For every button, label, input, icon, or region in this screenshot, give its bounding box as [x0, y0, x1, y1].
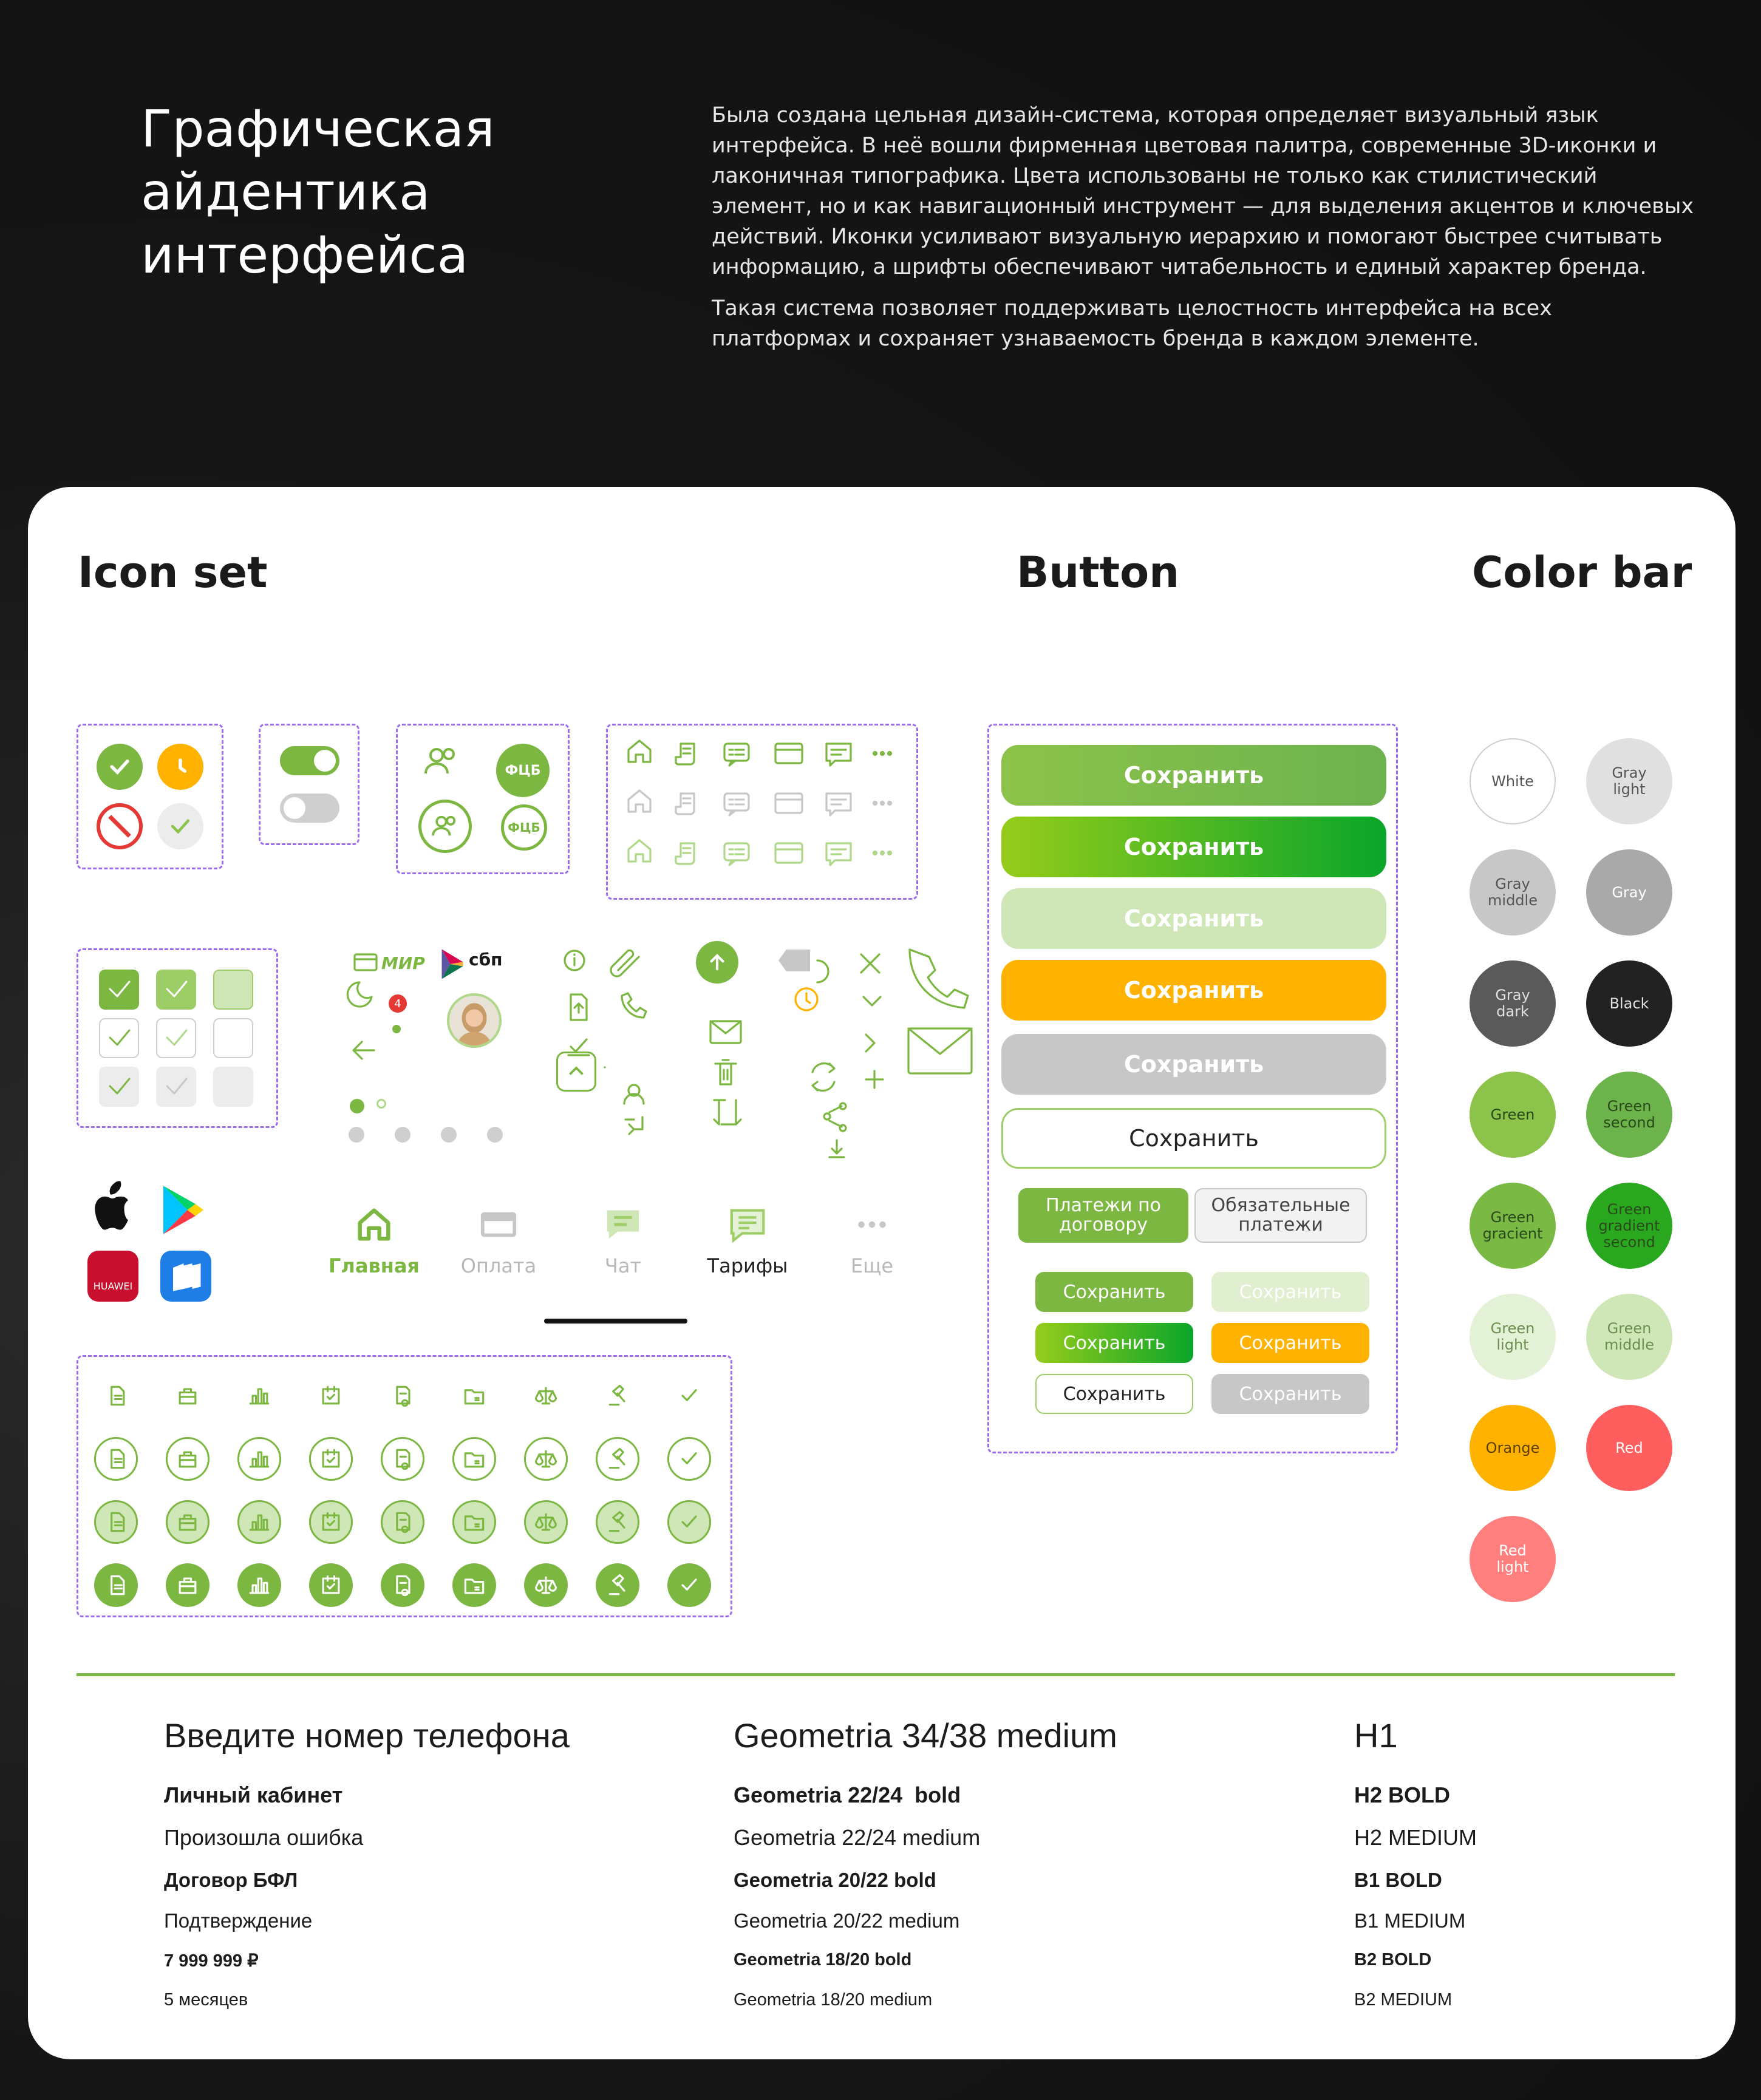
type-specimen: Личный кабинет — [164, 1782, 343, 1807]
type-specimen: 7 999 999 ₽ — [164, 1951, 259, 1971]
check-icon — [667, 1374, 711, 1418]
chart-icon — [237, 1500, 281, 1544]
tab-label: Оплата — [460, 1254, 537, 1277]
briefcase-icon — [166, 1374, 209, 1418]
checkbox-group — [77, 948, 278, 1128]
check-icon — [667, 1500, 711, 1544]
gavel-icon — [596, 1437, 639, 1481]
check-icon — [667, 1437, 711, 1481]
design-system-card — [28, 487, 1735, 2059]
calendar-check-icon — [309, 1374, 353, 1418]
color-swatch: Gray middle — [1470, 849, 1556, 936]
nav-icons-group — [606, 724, 918, 900]
toggle-knob — [314, 750, 336, 772]
type-specimen: 5 месяцев — [164, 1990, 248, 2010]
segment-mandatory-payments[interactable]: Обязательные платежи — [1194, 1188, 1367, 1243]
type-specimen: Произошла ошибка — [164, 1825, 364, 1850]
small-save-button-orange[interactable]: Сохранить — [1211, 1323, 1369, 1363]
hero-paragraph-2: Такая система позволяет поддерживать целостность интерфейса на всех платформах и сохраняет узнаваемость бренда в каждом элементе. — [712, 296, 1552, 351]
rustore-icon[interactable] — [160, 1251, 211, 1302]
scales-icon — [524, 1563, 568, 1607]
type-specimen: H1 — [1354, 1716, 1398, 1755]
color-swatches — [1470, 738, 1676, 1575]
color-swatch: Green gradient second — [1586, 1183, 1672, 1269]
segment-contract-payments[interactable]: Платежи по договору — [1018, 1188, 1188, 1243]
notification-count-badge: 4 — [389, 994, 407, 1013]
checkmarks — [78, 950, 280, 1130]
more-icon — [851, 1203, 893, 1246]
user-badges-group — [396, 724, 570, 874]
type-specimen: B1 BOLD — [1354, 1869, 1442, 1891]
small-save-button-outline[interactable]: Сохранить — [1035, 1374, 1193, 1414]
fcb-badge-filled: ФЦБ — [496, 744, 550, 797]
icon-set-title: Icon set — [78, 548, 268, 597]
type-specimen: Geometria 20/22 medium — [734, 1909, 960, 1932]
type-specimen: Geometria 18/20 bold — [734, 1950, 912, 1969]
calendar-check-icon — [309, 1563, 353, 1607]
color-swatch: Green light — [1470, 1294, 1556, 1380]
mir-logo: МИР — [381, 953, 425, 973]
fcb-badge-outline: ФЦБ — [501, 804, 547, 851]
clock-circle-icon — [157, 744, 203, 790]
briefcase-icon — [166, 1500, 209, 1544]
toggle-on[interactable] — [280, 746, 339, 775]
type-specimen: H2 MEDIUM — [1354, 1825, 1477, 1850]
home-indicator — [544, 1319, 687, 1324]
status-icons-group — [77, 724, 223, 869]
color-swatch: Green middle — [1586, 1294, 1672, 1380]
document-clock-icon — [381, 1374, 424, 1418]
document-icon — [94, 1437, 138, 1481]
check-disabled-icon — [157, 803, 203, 849]
pager-dot[interactable] — [376, 1099, 386, 1109]
toggle-knob — [284, 797, 305, 819]
hero-title-line: айдентика — [141, 162, 431, 222]
color-swatch: White — [1470, 738, 1556, 824]
tab-payment[interactable] — [444, 1203, 553, 1277]
color-swatch: Green gracient — [1470, 1183, 1556, 1269]
misc-icons — [325, 936, 981, 1191]
carousel-dot[interactable] — [441, 1127, 457, 1143]
tab-more[interactable] — [817, 1203, 927, 1277]
buttons-group — [987, 724, 1398, 1453]
tab-label: Главная — [329, 1254, 420, 1277]
forbidden-icon — [97, 803, 143, 849]
card-icon — [477, 1203, 520, 1246]
document-icons-group — [77, 1355, 732, 1617]
sbp-label: сбп — [469, 950, 503, 970]
pager-dot-active[interactable] — [350, 1099, 364, 1113]
tab-chat[interactable] — [568, 1203, 678, 1277]
small-save-button-gray[interactable]: Сохранить — [1211, 1374, 1369, 1414]
users-icon — [423, 746, 460, 776]
carousel-dot[interactable] — [349, 1127, 364, 1143]
home-icon — [353, 1203, 395, 1246]
color-swatch: Orange — [1470, 1405, 1556, 1491]
document-clock-icon — [381, 1437, 424, 1481]
type-specimen: Geometria 22/24 bold — [734, 1782, 961, 1807]
type-specimen: Подтверждение — [164, 1909, 313, 1932]
color-swatch: Gray dark — [1470, 960, 1556, 1047]
tab-home[interactable] — [319, 1203, 429, 1277]
save-button-primary[interactable]: Сохранить — [1001, 745, 1386, 806]
type-specimen: Договор БФЛ — [164, 1869, 298, 1891]
type-specimen: B2 BOLD — [1354, 1950, 1432, 1969]
save-button-disabled[interactable]: Сохранить — [1001, 888, 1386, 949]
check-circle-icon — [97, 744, 143, 790]
calendar-check-icon — [309, 1437, 353, 1481]
nav-icons-grid — [608, 725, 920, 902]
color-bar-title: Color bar — [1472, 548, 1692, 597]
chart-icon — [237, 1437, 281, 1481]
huawei-appgallery-icon[interactable]: HUAWEI — [87, 1251, 138, 1302]
chart-icon — [237, 1563, 281, 1607]
hero-paragraph-1: Была создана цельная дизайн-система, которая определяет визуальный язык интерфейса. В неё вошли фирменная цветовая палитра, современные 3D-иконки и лаконичная типографика. Цвета использованы не только как стилистический элемент, но и как навигационный инструмент — для выделения акцентов и ключевых действий. Иконки усиливают визуальную иерархию и помогают быстрее считывать информацию, а шрифты обеспечивают читабельность и единый характер бренда. — [712, 103, 1694, 279]
chat-icon — [602, 1203, 644, 1246]
button-section-title: Button — [1017, 548, 1180, 597]
hero-title — [141, 97, 530, 287]
document-icon — [94, 1500, 138, 1544]
type-specimen: H2 BOLD — [1354, 1782, 1451, 1807]
scales-icon — [524, 1374, 568, 1418]
color-swatch: Black — [1586, 960, 1672, 1047]
document-clock-icon — [381, 1500, 424, 1544]
color-swatch: Red light — [1470, 1516, 1556, 1602]
small-save-button-gradient[interactable]: Сохранить — [1035, 1323, 1193, 1363]
type-specimen: Geometria 18/20 medium — [734, 1990, 933, 2010]
color-swatch: Gray — [1586, 849, 1672, 936]
section-divider — [77, 1673, 1675, 1676]
scales-icon — [524, 1437, 568, 1481]
upload-arrow-icon[interactable] — [696, 941, 738, 984]
tariff-icon — [726, 1203, 769, 1246]
document-icons-grid — [94, 1374, 720, 1605]
tab-tariffs[interactable] — [693, 1203, 802, 1277]
toggles-group — [259, 724, 359, 845]
type-specimen: B2 MEDIUM — [1354, 1990, 1453, 2010]
type-specimen: Geometria 34/38 medium — [734, 1716, 1117, 1755]
save-button-gray[interactable]: Сохранить — [1001, 1034, 1386, 1095]
type-specimen: B1 MEDIUM — [1354, 1909, 1466, 1932]
save-button-outline[interactable]: Сохранить — [1001, 1108, 1386, 1169]
folder-number-icon — [452, 1437, 496, 1481]
status-dot — [392, 1025, 401, 1033]
gavel-icon — [596, 1374, 639, 1418]
save-button-orange[interactable]: Сохранить — [1001, 960, 1386, 1021]
type-specimen: Введите номер телефона — [164, 1716, 570, 1755]
document-icon — [94, 1374, 138, 1418]
color-swatch: Green — [1470, 1072, 1556, 1158]
tab-label: Еще — [850, 1254, 894, 1277]
gavel-icon — [596, 1500, 639, 1544]
hero-title-line: интерфейса — [141, 225, 469, 285]
scales-icon — [524, 1500, 568, 1544]
document-icon — [94, 1563, 138, 1607]
tab-label: Чат — [604, 1254, 642, 1277]
briefcase-icon — [166, 1563, 209, 1607]
folder-number-icon — [452, 1563, 496, 1607]
type-specimen: Geometria 20/22 bold — [734, 1869, 936, 1891]
small-save-button-disabled[interactable]: Сохранить — [1211, 1272, 1369, 1312]
folder-number-icon — [452, 1374, 496, 1418]
apple-icon[interactable] — [86, 1179, 135, 1234]
users-circle-icon — [418, 800, 472, 853]
chart-icon — [237, 1374, 281, 1418]
chevron-up-button[interactable] — [556, 1052, 596, 1092]
calendar-check-icon — [309, 1500, 353, 1544]
folder-number-icon — [452, 1500, 496, 1544]
carousel-dot[interactable] — [395, 1127, 410, 1143]
save-button-gradient[interactable]: Сохранить — [1001, 817, 1386, 877]
gavel-icon — [596, 1563, 639, 1607]
check-icon — [667, 1563, 711, 1607]
type-specimen: Geometria 22/24 medium — [734, 1825, 981, 1850]
color-swatch: Red — [1586, 1405, 1672, 1491]
hero-title-line: Графическая — [141, 99, 495, 158]
color-swatch: Gray light — [1586, 738, 1672, 824]
avatar[interactable] — [447, 993, 502, 1048]
toggle-off[interactable] — [280, 793, 339, 823]
small-save-button-primary[interactable]: Сохранить — [1035, 1272, 1193, 1312]
carousel-dot[interactable] — [487, 1127, 503, 1143]
sbp-logo-icon — [440, 947, 465, 977]
tab-label: Тарифы — [707, 1254, 788, 1277]
briefcase-icon — [166, 1437, 209, 1481]
color-swatch: Green second — [1586, 1072, 1672, 1158]
tab-bar — [319, 1203, 927, 1277]
google-play-icon[interactable] — [159, 1184, 208, 1236]
document-clock-icon — [381, 1563, 424, 1607]
